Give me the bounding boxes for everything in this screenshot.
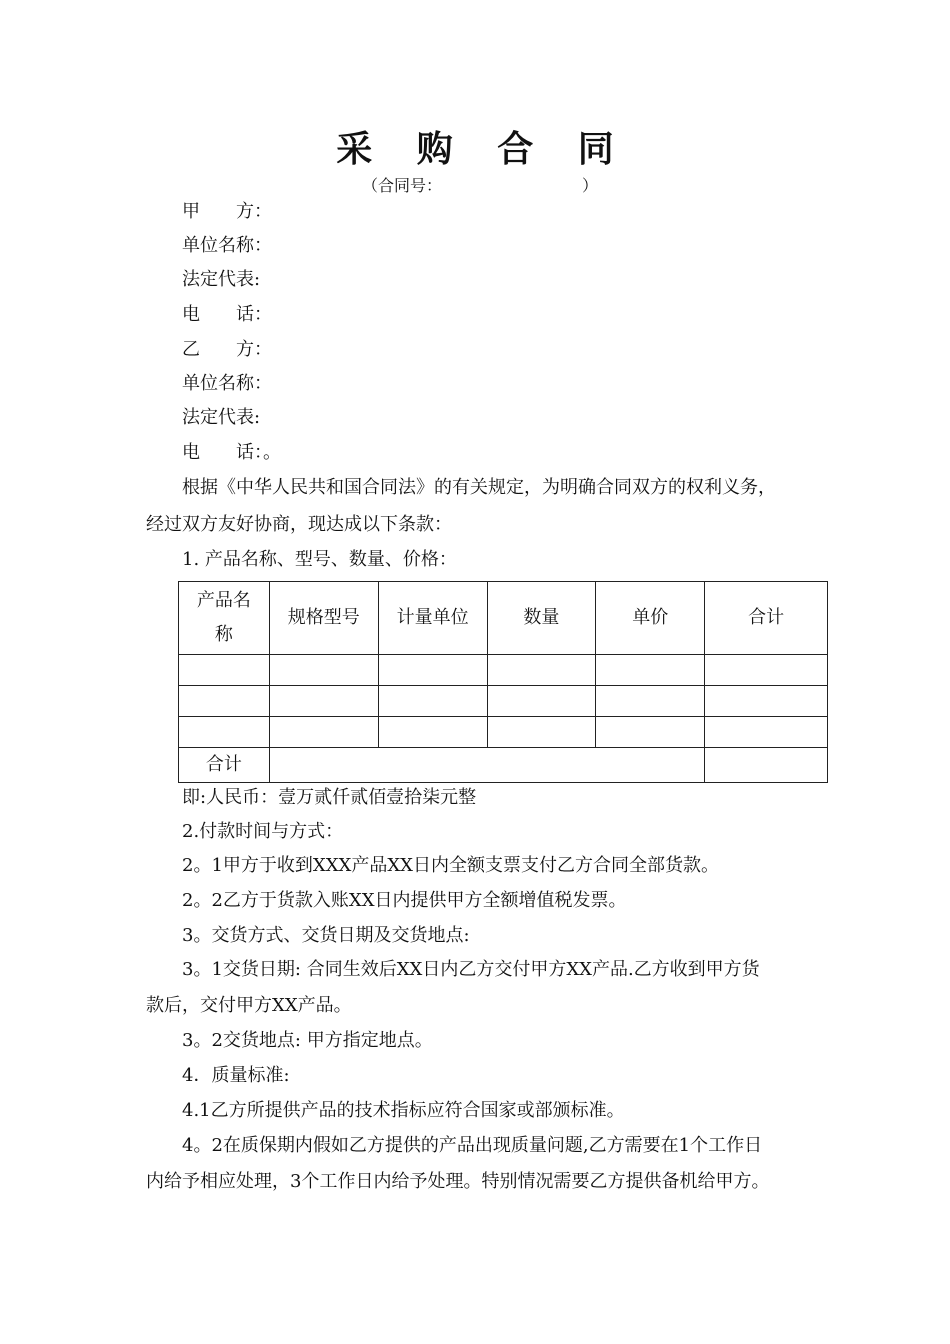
table-cell	[596, 655, 705, 686]
contract-number	[362, 175, 602, 197]
clause-3-2: 3。2交货地点: 甲方指定地点。	[182, 1030, 433, 1051]
table-cell	[378, 655, 487, 686]
total-merged-cell	[269, 748, 704, 783]
total-value-cell	[705, 748, 828, 783]
table-cell	[179, 686, 270, 717]
product-table	[178, 581, 828, 783]
clause-2-1: 2。1甲方于收到XXX产品XX日内全额支票支付乙方合同全部货款。	[182, 855, 719, 876]
header-quantity: 数量	[487, 582, 596, 655]
clause-4-1: 4.1乙方所提供产品的技术指标应符合国家或部颁标准。	[182, 1100, 625, 1121]
table-cell	[596, 717, 705, 748]
header-subtotal: 合计	[705, 582, 828, 655]
table-cell	[269, 655, 378, 686]
party-a-phone: 电 话：	[182, 304, 272, 325]
header-product-name-line2: 称	[214, 624, 233, 645]
table-cell	[378, 717, 487, 748]
party-b-unit-name: 单位名称：	[182, 373, 272, 394]
document-title: 采 购 合 同	[336, 128, 630, 170]
party-a-unit-name: 单位名称：	[182, 235, 272, 256]
party-a-legal-rep: 法定代表:	[182, 269, 261, 290]
header-product-name	[179, 582, 270, 655]
table-cell	[179, 717, 270, 748]
table-header-row	[179, 582, 828, 655]
contract-number-label: （合同号：	[362, 176, 443, 195]
table-cell	[269, 686, 378, 717]
table-cell	[487, 717, 596, 748]
section-3-title: 3。交货方式、交货日期及交货地点:	[182, 925, 470, 946]
table-row	[179, 655, 828, 686]
table-total-row	[179, 748, 828, 783]
table-cell	[705, 655, 828, 686]
party-a-label: 甲 方：	[182, 201, 272, 222]
table-row	[179, 717, 828, 748]
clause-2-2: 2。2乙方于货款入账XX日内提供甲方全额增值税发票。	[182, 890, 627, 911]
contract-number-close: ）	[582, 176, 599, 195]
intro-line-2: 经过双方友好协商，现达成以下条款：	[146, 514, 452, 535]
table-cell	[487, 655, 596, 686]
section-4-title: 4．质量标准:	[182, 1065, 290, 1086]
header-spec-model: 规格型号	[269, 582, 378, 655]
clause-4-2-line-2: 内给予相应处理，3个工作日内给予处理。特别情况需要乙方提供备机给甲方。	[146, 1171, 770, 1192]
table-cell	[705, 717, 828, 748]
clause-4-2-line-1: 4。2在质保期内假如乙方提供的产品出现质量问题,乙方需要在1个工作日	[182, 1135, 763, 1156]
rmb-amount-line: 即:人民币：壹万贰仟贰佰壹拾柒元整	[182, 787, 477, 808]
table-cell	[487, 686, 596, 717]
table-cell	[705, 686, 828, 717]
table-cell	[378, 686, 487, 717]
header-product-name-line1: 产品名	[196, 590, 251, 611]
table-row	[179, 686, 828, 717]
party-b-phone: 电 话：。	[182, 442, 281, 463]
table-cell	[596, 686, 705, 717]
table-cell	[269, 717, 378, 748]
party-b-label: 乙 方：	[182, 339, 272, 360]
section-1-title: 1. 产品名称、型号、数量、价格：	[182, 549, 457, 570]
header-unit: 计量单位	[378, 582, 487, 655]
clause-3-1-line-2: 款后，交付甲方XX产品。	[146, 995, 352, 1016]
party-b-legal-rep: 法定代表:	[182, 407, 261, 428]
table-cell	[179, 655, 270, 686]
total-label: 合计	[179, 748, 270, 783]
section-2-title: 2.付款时间与方式：	[182, 821, 344, 842]
header-unit-price: 单价	[596, 582, 705, 655]
clause-3-1-line-1: 3。1交货日期: 合同生效后XX日内乙方交付甲方XX产品.乙方收到甲方货	[182, 959, 760, 980]
intro-line-1: 根据《中华人民共和国合同法》的有关规定，为明确合同双方的权利义务，	[182, 477, 776, 498]
